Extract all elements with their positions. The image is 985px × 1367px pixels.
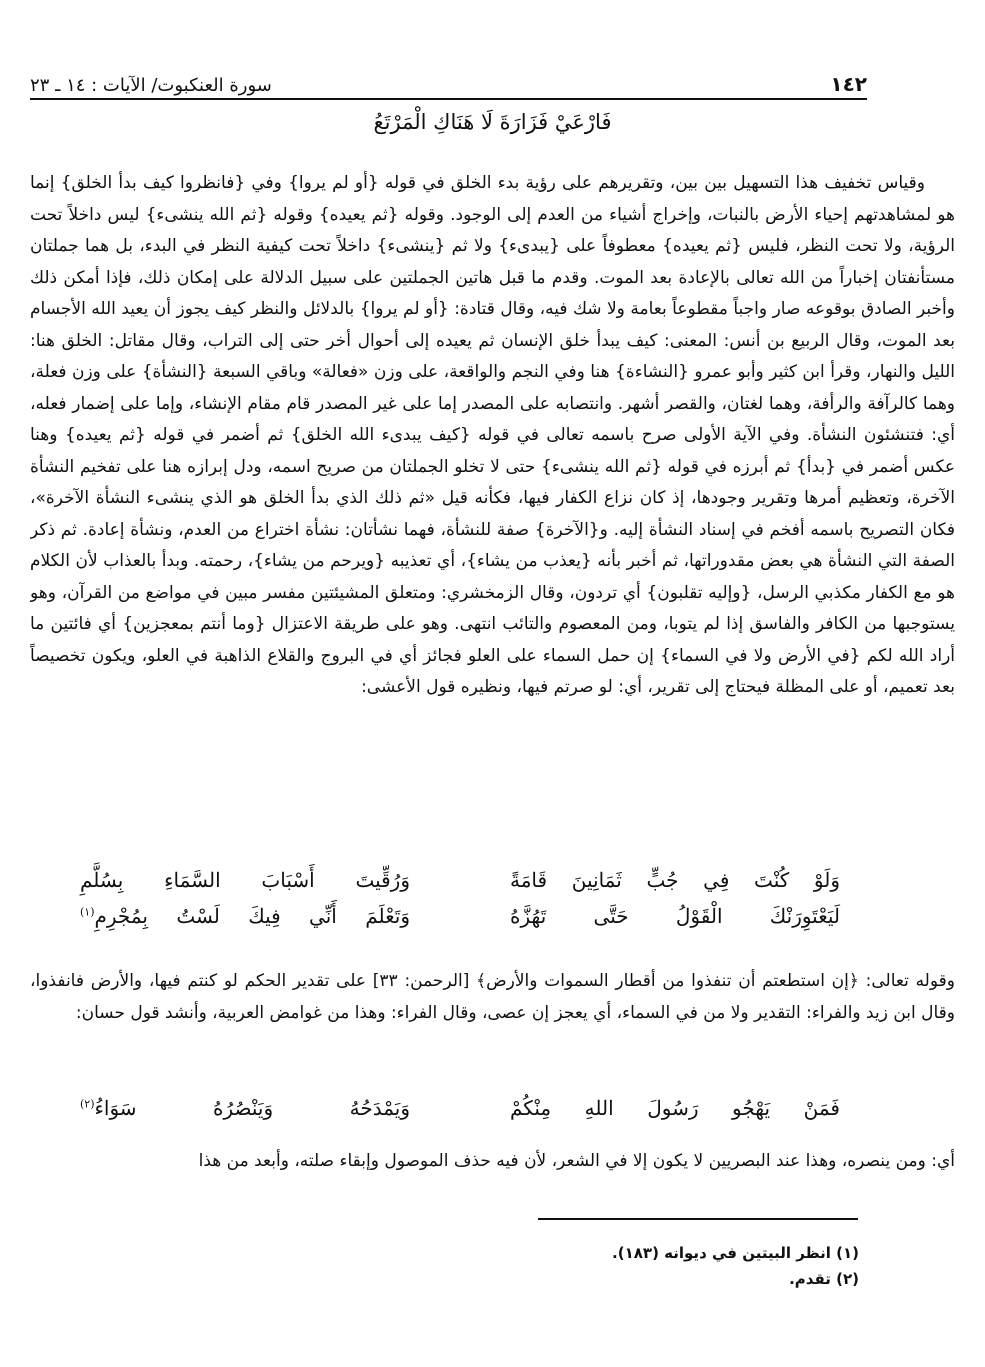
poem-hemistich: وَرُقِّيتَ أَسْبَابَ السَّمَاءِ بِسُلَّمِ: [80, 868, 410, 892]
poem-hemistich: فَمَنْ يَهْجُو رَسُولَ اللهِ مِنْكُمْ: [510, 1096, 840, 1120]
footnote-1: (١) انظر البيتين في ديوانه (١٨٣).: [612, 1244, 859, 1262]
poem-hemistich: [80, 1096, 410, 1120]
paragraph-2: [30, 966, 955, 1066]
paragraph-3: [30, 1146, 955, 1182]
poem-hemistich: لَيَعْتَوِرَنْكَ الْقَوْلُ حَتَّى تَهُزَّهُ: [510, 904, 840, 928]
poem-line: [80, 862, 840, 898]
poem-hassan: [80, 1090, 840, 1126]
poem-hemistich: [80, 904, 410, 928]
paragraph-3-text: أي: ومن ينصره، وهذا عند البصريين لا يكون إلا في الشعر، لأن فيه حذف الموصول وإبقاء صلته، وأبعد من هذا: [198, 1151, 955, 1171]
paragraph-1: [30, 168, 955, 848]
poem-alasha: [80, 862, 840, 934]
footnote-marker: (٢): [80, 1097, 95, 1111]
poem-hemistich: وَلَوْ كُنْتَ فِي جُبٍّ ثَمَانِينَ قَامَةً: [510, 868, 840, 892]
page-header: [30, 62, 867, 100]
page-number: ١٤٢: [830, 72, 867, 96]
paragraph-1-text: وقياس تخفيف هذا التسهيل بين بين، وتقريرهم على رؤية بدء الخلق في قوله {أو لم يروا} وفي {فانظروا كيف بدأ الخلق} إنما هو لمشاهدتهم إحياء الأرض بالنبات، وإخراج أشياء من العدم إلى الوجود. وقوله {ثم يعيده} وقوله {ثم الله ينشىء} ليس داخلاً تحت الرؤية، ولا تحت النظر، فليس {ثم يعيده} معطوفاً على {يبدىء} ولا ثم {ينشىء} داخلاً تحت كيفية النظر في البدء، بل هما جملتان مستأنفتان إخباراً من الله تعالى بالإعادة بعد الموت. وقدم ما قبل هاتين الجملتين على سبيل الدلالة على إمكان ذلك، فإذا أمكن ذلك وأخبر الصادق بوقوعه صار واجباً مقطوعاً بعامة ولا شك فيه، وقال قتادة: {أو لم يروا} بالدلائل والنظر كيف يجوز أن يعيد الله الأجسام بعد الموت، وقال الربيع بن أنس: المعنى: كيف يبدأ خلق الإنسان ثم يعيده إلى أحوال أخر حتى إلى التراب، وقال مقاتل: الخلق هنا: الليل والنهار، وقرأ ابن كثير وأبو عمرو {النشاءة} هنا وفي النجم والواقعة، على وزن «فعالة» وباقي السبعة {النشأة} على وزن فعلة، وهما كالرآفة والرأفة، وهما لغتان، والقصر أشهر. وانتصابه على المصدر إما على غير المصدر قام مقام الإنشاء، وإما على إضمار فعله، أي: فتنشئون النشأة. وفي الآية الأولى صرح باسمه تعالى في قوله {كيف يبدىء الله الخلق} ثم أضمر في قوله {ثم يعيده} وهنا عكس أضمر في {بدأ} ثم أبرزه في قوله {ثم الله ينشىء} حتى لا تخلو الجملتان من صريح اسمه، ودل إبرازه هنا على تفخيم النشأة الآخرة، وتعظيم أمرها وتقرير وجودها، إذ كان نزاع الكفار فيها، فكأنه قيل «ثم ذلك الذي بدأ الخلق هو الذي ينشىء النشأة الآخرة»، فكان التصريح باسمه أفخم في إسناد النشأة إليه. و{الآخرة} صفة للنشأة، فهما نشأتان: نشأة اختراع من العدم، ونشأة إعادة. ثم ذكر الصفة التي النشأة هي بعض مقدوراتها، ثم أخبر بأنه {يعذب من يشاء}، أي تعذيبه {ويرحم من يشاء}، رحمته. وبدأ بالعذاب لأن الكلام هو مع الكفار مكذبي الرسل، {وإليه تقلبون} أي تردون، وقال الزمخشري: ومتعلق المشيئتين مفسر مبين في مواضع من القرآن، وهو يستوجبها من الكافر والفاسق إذا لم يتوبا، ومن المعصوم والتائب انتهى. وهو على طريقة الاعتزال {وما أنتم بمعجزين} أي فائتين ما أراد الله لكم {في الأرض ولا في السماء} إن حمل السماء على العلو فجائز أي في البروج والقلاع الذاهبة في العلو، ويكون تخصيصاً بعد تعميم، أو على المظلة فيحتاج إلى تقرير، أي: لو صرتم فيها، ونظيره قول الأعشى:: [30, 173, 955, 697]
poem-hemistich-text: وَتَعْلَمَ أَنِّي فِيكَ لَسْتُ بِمُجْرِمِ: [94, 904, 410, 928]
footnote-2: (٢) تقدم.: [789, 1270, 859, 1288]
surah-title: سورة العنكبوت/ الآيات : ١٤ ـ ٢٣: [30, 75, 272, 96]
footnote-marker: (١): [80, 905, 95, 919]
footnotes: [612, 1240, 859, 1292]
footnote-divider: [538, 1218, 858, 1220]
poem-line: [80, 1090, 840, 1126]
paragraph-2-text: وقوله تعالى: ﴿إن استطعتم أن تنفذوا من أقطار السموات والأرض﴾ [الرحمن: ٣٣] على تقدير الحكم لو كنتم فيها، والأرض فانفذوا، وقال ابن زيد والفراء: التقدير ولا من في السماء، أي يعجز إن عصى، وقال الفراء: وهذا من غوامض العربية، وأنشد قول حسان:: [30, 971, 955, 1023]
top-verse: فَارْعَيْ فَزَارَةَ لَا هَنَاكِ الْمَرْتَعُ: [373, 110, 612, 134]
poem-hemistich-text: وَيَمْدَحُهُ وَيَنْصُرُهُ سَوَاءُ: [94, 1096, 410, 1120]
poem-line: [80, 898, 840, 934]
